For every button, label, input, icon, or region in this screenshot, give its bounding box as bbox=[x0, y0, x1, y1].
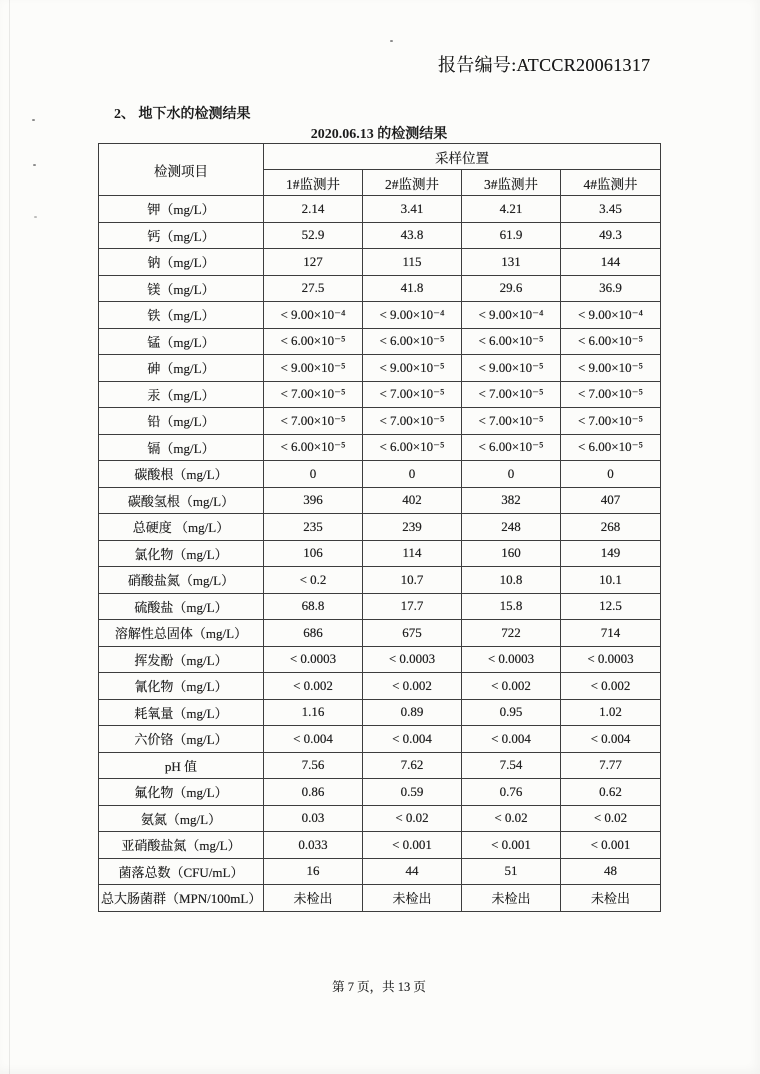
row-value-cell: 41.8 bbox=[363, 275, 462, 302]
row-item-label: 碳酸根（mg/L） bbox=[99, 461, 264, 488]
row-value-cell: 7.54 bbox=[462, 752, 561, 779]
row-value-cell: < 0.001 bbox=[462, 832, 561, 859]
row-value-cell: 115 bbox=[363, 249, 462, 276]
row-item-label: 总硬度 （mg/L） bbox=[99, 514, 264, 541]
row-value-cell: < 0.002 bbox=[561, 673, 661, 700]
row-value-cell: < 7.00×10⁻⁵ bbox=[561, 381, 661, 408]
row-value-cell: 10.8 bbox=[462, 567, 561, 594]
table-row bbox=[99, 699, 661, 726]
scan-speck bbox=[33, 164, 36, 166]
row-value-cell: 149 bbox=[561, 540, 661, 567]
row-value-cell: < 9.00×10⁻⁴ bbox=[561, 302, 661, 329]
row-value-cell: 0 bbox=[363, 461, 462, 488]
row-item-label: 铁（mg/L） bbox=[99, 302, 264, 329]
row-value-cell: < 6.00×10⁻⁵ bbox=[264, 434, 363, 461]
table-row bbox=[99, 779, 661, 806]
row-value-cell: 未检出 bbox=[363, 885, 462, 912]
row-value-cell: 160 bbox=[462, 540, 561, 567]
row-item-label: 钾（mg/L） bbox=[99, 196, 264, 223]
row-value-cell: < 0.004 bbox=[264, 726, 363, 753]
table-row bbox=[99, 673, 661, 700]
row-value-cell: 144 bbox=[561, 249, 661, 276]
column-header-item: 检测项目 bbox=[99, 144, 264, 196]
row-value-cell: < 0.004 bbox=[363, 726, 462, 753]
row-value-cell: 未检出 bbox=[462, 885, 561, 912]
row-value-cell: 61.9 bbox=[462, 222, 561, 249]
row-value-cell: 0 bbox=[264, 461, 363, 488]
table-row bbox=[99, 302, 661, 329]
scan-speck bbox=[390, 40, 393, 42]
row-value-cell: 17.7 bbox=[363, 593, 462, 620]
table-row bbox=[99, 434, 661, 461]
row-value-cell: < 0.002 bbox=[462, 673, 561, 700]
row-value-cell: 7.62 bbox=[363, 752, 462, 779]
row-item-label: 总大肠菌群（MPN/100mL） bbox=[99, 885, 264, 912]
row-item-label: 镁（mg/L） bbox=[99, 275, 264, 302]
row-item-label: 溶解性总固体（mg/L） bbox=[99, 620, 264, 647]
row-value-cell: 114 bbox=[363, 540, 462, 567]
row-value-cell: 27.5 bbox=[264, 275, 363, 302]
scan-edge-artifact bbox=[9, 0, 10, 1074]
row-item-label: 硝酸盐氮（mg/L） bbox=[99, 567, 264, 594]
row-value-cell: < 0.0003 bbox=[462, 646, 561, 673]
row-value-cell: 12.5 bbox=[561, 593, 661, 620]
table-row bbox=[99, 832, 661, 859]
row-value-cell: 48 bbox=[561, 858, 661, 885]
row-item-label: 氟化物（mg/L） bbox=[99, 779, 264, 806]
report-number: 报告编号:ATCCR20061317 bbox=[438, 55, 651, 75]
table-row bbox=[99, 222, 661, 249]
row-value-cell: 686 bbox=[264, 620, 363, 647]
results-table bbox=[98, 143, 661, 912]
row-value-cell: 248 bbox=[462, 514, 561, 541]
row-value-cell: 29.6 bbox=[462, 275, 561, 302]
row-value-cell: < 0.0003 bbox=[264, 646, 363, 673]
row-value-cell: < 9.00×10⁻⁴ bbox=[363, 302, 462, 329]
table-title: 2020.06.13 的检测结果 bbox=[310, 127, 448, 142]
row-value-cell: 3.41 bbox=[363, 196, 462, 223]
row-value-cell: 0.95 bbox=[462, 699, 561, 726]
row-value-cell: < 0.0003 bbox=[561, 646, 661, 673]
scan-speck bbox=[34, 216, 37, 218]
row-value-cell: < 0.02 bbox=[561, 805, 661, 832]
row-value-cell: < 6.00×10⁻⁵ bbox=[462, 328, 561, 355]
row-value-cell: 7.56 bbox=[264, 752, 363, 779]
table-row bbox=[99, 355, 661, 382]
table-row bbox=[99, 805, 661, 832]
table-row bbox=[99, 487, 661, 514]
row-value-cell: 0.03 bbox=[264, 805, 363, 832]
row-item-label: 钙（mg/L） bbox=[99, 222, 264, 249]
row-value-cell: 43.8 bbox=[363, 222, 462, 249]
row-item-label: 硫酸盐（mg/L） bbox=[99, 593, 264, 620]
row-value-cell: 268 bbox=[561, 514, 661, 541]
row-value-cell: 407 bbox=[561, 487, 661, 514]
table-row bbox=[99, 646, 661, 673]
row-value-cell: < 6.00×10⁻⁵ bbox=[462, 434, 561, 461]
row-item-label: 耗氧量（mg/L） bbox=[99, 699, 264, 726]
row-item-label: 碳酸氢根（mg/L） bbox=[99, 487, 264, 514]
row-value-cell: 0 bbox=[561, 461, 661, 488]
row-value-cell: 36.9 bbox=[561, 275, 661, 302]
row-item-label: 氨氮（mg/L） bbox=[99, 805, 264, 832]
row-value-cell: 1.16 bbox=[264, 699, 363, 726]
row-item-label: pH 值 bbox=[99, 752, 264, 779]
column-header-location: 采样位置 bbox=[264, 144, 661, 170]
row-value-cell: 1.02 bbox=[561, 699, 661, 726]
row-item-label: 汞（mg/L） bbox=[99, 381, 264, 408]
table-row bbox=[99, 885, 661, 912]
row-value-cell: 714 bbox=[561, 620, 661, 647]
row-value-cell: 10.1 bbox=[561, 567, 661, 594]
row-value-cell: < 9.00×10⁻⁵ bbox=[363, 355, 462, 382]
row-value-cell: < 0.002 bbox=[363, 673, 462, 700]
row-item-label: 菌落总数（CFU/mL） bbox=[99, 858, 264, 885]
row-value-cell: 51 bbox=[462, 858, 561, 885]
row-value-cell: 0 bbox=[462, 461, 561, 488]
row-item-label: 锰（mg/L） bbox=[99, 328, 264, 355]
row-value-cell: 未检出 bbox=[264, 885, 363, 912]
table-row bbox=[99, 514, 661, 541]
row-item-label: 氯化物（mg/L） bbox=[99, 540, 264, 567]
row-value-cell: < 0.004 bbox=[462, 726, 561, 753]
column-header-well-2: 2#监测井 bbox=[363, 170, 462, 196]
row-value-cell: 235 bbox=[264, 514, 363, 541]
table-row bbox=[99, 461, 661, 488]
table-row bbox=[99, 752, 661, 779]
row-value-cell: < 9.00×10⁻⁵ bbox=[462, 355, 561, 382]
row-value-cell: 68.8 bbox=[264, 593, 363, 620]
row-value-cell: < 9.00×10⁻⁴ bbox=[462, 302, 561, 329]
table-row bbox=[99, 408, 661, 435]
row-item-label: 亚硝酸盐氮（mg/L） bbox=[99, 832, 264, 859]
section-title: 2、 地下水的检测结果 bbox=[114, 107, 251, 122]
row-value-cell: 0.62 bbox=[561, 779, 661, 806]
row-value-cell: < 0.2 bbox=[264, 567, 363, 594]
row-value-cell: 4.21 bbox=[462, 196, 561, 223]
row-value-cell: 722 bbox=[462, 620, 561, 647]
row-value-cell: 44 bbox=[363, 858, 462, 885]
row-value-cell: < 7.00×10⁻⁵ bbox=[264, 381, 363, 408]
table-row bbox=[99, 567, 661, 594]
row-value-cell: 2.14 bbox=[264, 196, 363, 223]
table-row bbox=[99, 593, 661, 620]
row-value-cell: < 0.001 bbox=[363, 832, 462, 859]
row-value-cell: < 6.00×10⁻⁵ bbox=[363, 328, 462, 355]
table-row bbox=[99, 620, 661, 647]
row-value-cell: 239 bbox=[363, 514, 462, 541]
row-value-cell: < 6.00×10⁻⁵ bbox=[363, 434, 462, 461]
row-value-cell: 7.77 bbox=[561, 752, 661, 779]
row-value-cell: < 7.00×10⁻⁵ bbox=[462, 381, 561, 408]
row-value-cell: 0.59 bbox=[363, 779, 462, 806]
row-item-label: 挥发酚（mg/L） bbox=[99, 646, 264, 673]
row-value-cell: < 0.004 bbox=[561, 726, 661, 753]
row-value-cell: < 7.00×10⁻⁵ bbox=[363, 408, 462, 435]
row-value-cell: < 0.002 bbox=[264, 673, 363, 700]
table-row bbox=[99, 328, 661, 355]
row-value-cell: 106 bbox=[264, 540, 363, 567]
row-value-cell: 10.7 bbox=[363, 567, 462, 594]
column-header-well-3: 3#监测井 bbox=[462, 170, 561, 196]
row-value-cell: 15.8 bbox=[462, 593, 561, 620]
row-item-label: 镉（mg/L） bbox=[99, 434, 264, 461]
row-item-label: 铅（mg/L） bbox=[99, 408, 264, 435]
row-value-cell: < 7.00×10⁻⁵ bbox=[363, 381, 462, 408]
row-value-cell: < 0.0003 bbox=[363, 646, 462, 673]
scan-speck bbox=[32, 119, 35, 121]
table-row bbox=[99, 249, 661, 276]
row-value-cell: < 6.00×10⁻⁵ bbox=[561, 328, 661, 355]
table-row bbox=[99, 540, 661, 567]
table-row bbox=[99, 381, 661, 408]
row-value-cell: 16 bbox=[264, 858, 363, 885]
page-number: 第 7 页，共 13 页 bbox=[332, 980, 426, 994]
row-value-cell: < 9.00×10⁻⁵ bbox=[561, 355, 661, 382]
row-value-cell: 3.45 bbox=[561, 196, 661, 223]
column-header-well-1: 1#监测井 bbox=[264, 170, 363, 196]
row-value-cell: < 7.00×10⁻⁵ bbox=[462, 408, 561, 435]
row-value-cell: 402 bbox=[363, 487, 462, 514]
row-value-cell: < 7.00×10⁻⁵ bbox=[264, 408, 363, 435]
row-value-cell: < 7.00×10⁻⁵ bbox=[561, 408, 661, 435]
row-value-cell: 396 bbox=[264, 487, 363, 514]
row-value-cell: 0.89 bbox=[363, 699, 462, 726]
row-value-cell: 0.033 bbox=[264, 832, 363, 859]
table-row bbox=[99, 858, 661, 885]
row-value-cell: 52.9 bbox=[264, 222, 363, 249]
table-row bbox=[99, 275, 661, 302]
row-item-label: 钠（mg/L） bbox=[99, 249, 264, 276]
row-value-cell: < 6.00×10⁻⁵ bbox=[561, 434, 661, 461]
row-value-cell: 0.86 bbox=[264, 779, 363, 806]
column-header-well-4: 4#监测井 bbox=[561, 170, 661, 196]
row-item-label: 砷（mg/L） bbox=[99, 355, 264, 382]
row-value-cell: < 9.00×10⁻⁵ bbox=[264, 355, 363, 382]
row-value-cell: < 0.001 bbox=[561, 832, 661, 859]
row-value-cell: 127 bbox=[264, 249, 363, 276]
header-row-top bbox=[99, 144, 661, 170]
row-value-cell: 131 bbox=[462, 249, 561, 276]
row-value-cell: 49.3 bbox=[561, 222, 661, 249]
row-value-cell: < 9.00×10⁻⁴ bbox=[264, 302, 363, 329]
row-value-cell: < 0.02 bbox=[363, 805, 462, 832]
row-item-label: 氰化物（mg/L） bbox=[99, 673, 264, 700]
row-value-cell: 未检出 bbox=[561, 885, 661, 912]
table-row bbox=[99, 196, 661, 223]
row-value-cell: 0.76 bbox=[462, 779, 561, 806]
row-item-label: 六价铬（mg/L） bbox=[99, 726, 264, 753]
row-value-cell: 675 bbox=[363, 620, 462, 647]
row-value-cell: 382 bbox=[462, 487, 561, 514]
row-value-cell: < 0.02 bbox=[462, 805, 561, 832]
row-value-cell: < 6.00×10⁻⁵ bbox=[264, 328, 363, 355]
table-row bbox=[99, 726, 661, 753]
